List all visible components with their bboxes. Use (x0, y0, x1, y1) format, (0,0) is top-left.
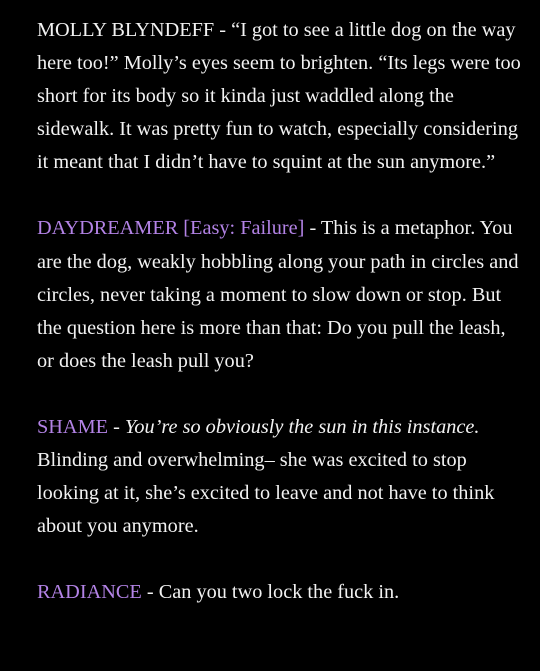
dialogue-text: “I got to see a little dog on the way here too!” Molly’s eyes seem to brighten. “Its legs were too short for its body so it kinda just waddled along the sidewalk. It was pretty fun to watch, especially considering it meant that I didn’t have to squint at the sun anymore.” (37, 19, 521, 174)
dialogue-text: This is a metaphor. You are the dog, weakly hobbling along your path in circles and circles, never taking a moment to slow down or stop. But the question here is more than that: Do you pull the leash, or does the leash pull you? (37, 217, 519, 372)
dialogue-text: Blinding and overwhelming– she was excited to stop looking at it, she’s excited to leave and not have to think about you anymore. (37, 449, 495, 538)
skill-name: RADIANCE (37, 581, 142, 604)
dialogue-entry-radiance (37, 576, 527, 609)
dialogue-log (37, 14, 527, 642)
dialogue-italic-text: You’re so obviously the sun in this instance. (124, 415, 480, 438)
skill-name: SHAME (37, 415, 108, 438)
speaker-name: MOLLY BLYNDEFF (37, 19, 215, 41)
speaker-separator: - (304, 217, 321, 240)
dialogue-entry-molly (37, 14, 527, 179)
dialogue-entry-daydreamer (37, 212, 527, 377)
speaker-separator: - (141, 581, 159, 604)
dialogue-text: Can you two lock the fuck in. (158, 581, 400, 604)
speaker-separator: - (108, 415, 125, 438)
skill-name: DAYDREAMER [Easy: Failure] (37, 217, 305, 240)
speaker-separator: - (214, 19, 232, 41)
dialogue-entry-shame (37, 411, 527, 543)
